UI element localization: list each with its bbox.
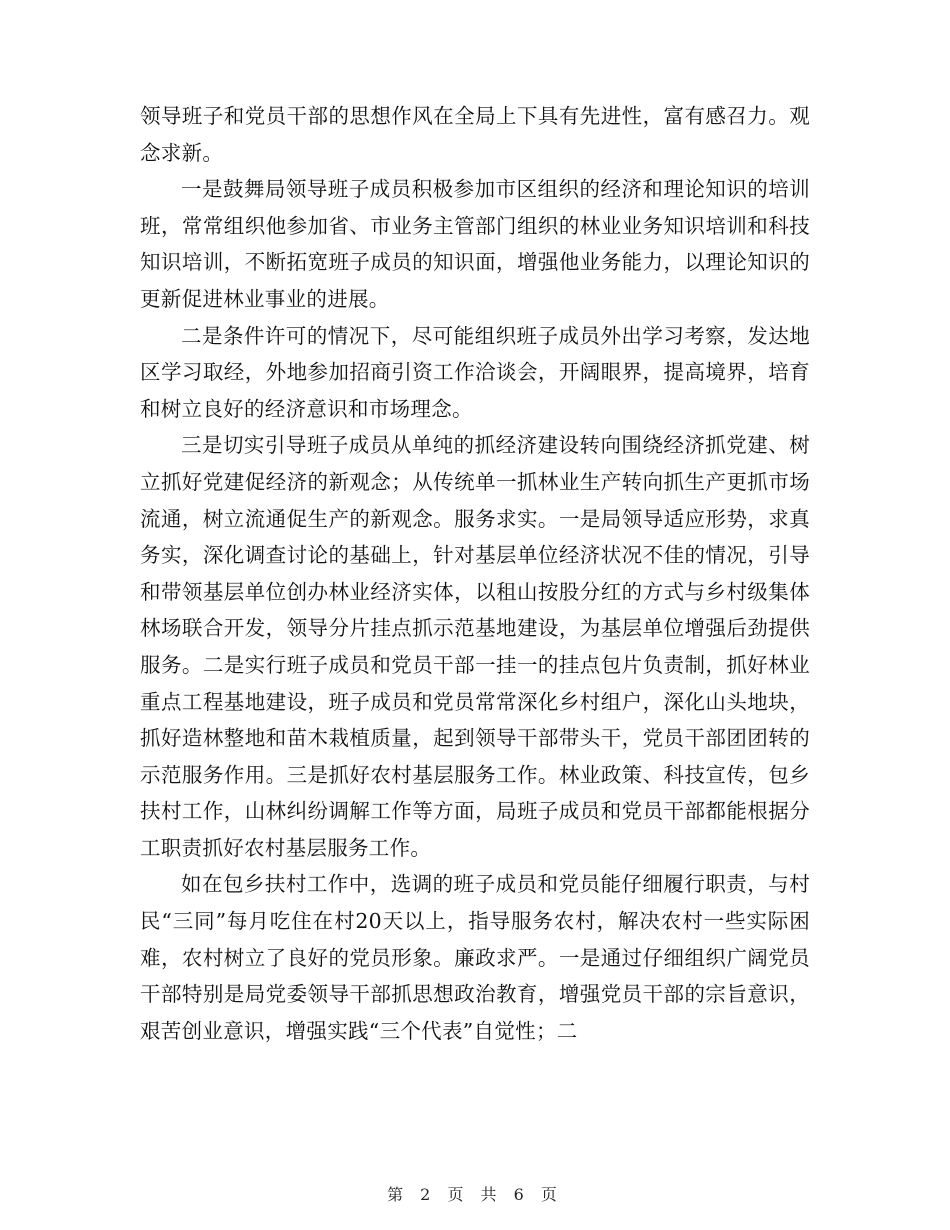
document-body <box>140 98 810 1049</box>
paragraph-3: 二是条件许可的情况下，尽可能组织班子成员外出学习考察，发达地区学习取经，外地参加招商引资工作洽谈会，开阔眼界，提高境界，培育和树立良好的经济意识和市场理念。 <box>140 323 810 421</box>
paragraph-5: 如在包乡扶村工作中，选调的班子成员和党员能仔细履行职责，与村民“三同”每月吃住在村20天以上，指导服务农村，解决农村一些实际困难，农村树立了良好的党员形象。廉政求严。一是通过仔细组织广阔党员干部特别是局党委领导干部抓思想政治教育，增强党员干部的宗旨意识，艰苦创业意识，增强实践“三个代表”自觉性；二 <box>140 872 810 1043</box>
page-number-footer: 第 2 页 共 6 页 <box>387 1185 563 1204</box>
paragraph-2: 一是鼓舞局领导班子成员积极参加市区组织的经济和理论知识的培训班，常常组织他参加省、市业务主管部门组织的林业业务知识培训和科技知识培训，不断拓宽班子成员的知识面，增强他业务能力，以理论知识的更新促进林业事业的进展。 <box>140 177 810 311</box>
paragraph-4: 三是切实引导班子成员从单纯的抓经济建设转向围绕经济抓党建、树立抓好党建促经济的新观念；从传统单一抓林业生产转向抓生产更抓市场流通，树立流通促生产的新观念。服务求实。一是局领导适应形势，求真务实，深化调查讨论的基础上，针对基层单位经济状况不佳的情况，引导和带领基层单位创办林业经济实体，以租山按股分红的方式与乡村级集体林场联合开发，领导分片挂点抓示范基地建设，为基层单位增强后劲提供服务。二是实行班子成员和党员干部一挂一的挂点包片负责制，抓好林业重点工程基地建设，班子成员和党员常常深化乡村组户，深化山头地块，抓好造林整地和苗木栽植质量，起到领导干部带头干，党员干部团团转的示范服务作用。三是抓好农村基层服务工作。林业政策、科技宣传，包乡扶村工作，山林纠纷调解工作等方面，局班子成员和党员干部都能根据分工职责抓好农村基层服务工作。 <box>140 433 810 860</box>
paragraph-1: 领导班子和党员干部的思想作风在全局上下具有先进性，富有感召力。观念求新。 <box>140 104 810 165</box>
